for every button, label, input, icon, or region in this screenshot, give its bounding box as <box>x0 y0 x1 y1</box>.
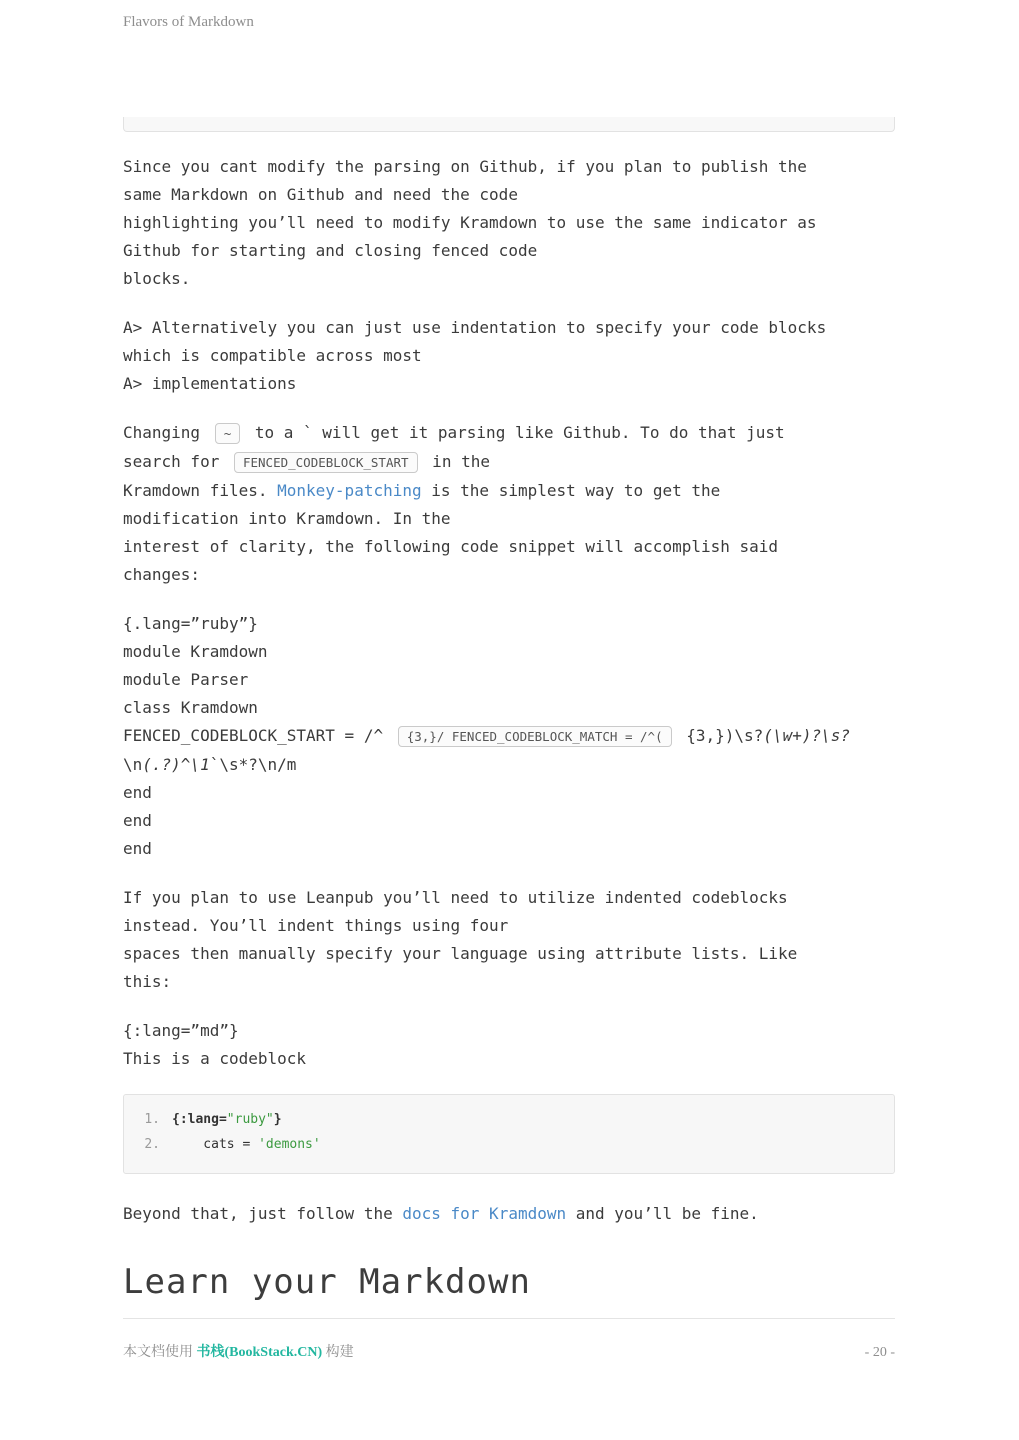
page-number: - 20 - <box>864 1345 895 1360</box>
code-block <box>123 1094 895 1174</box>
text-segment: changes: <box>123 565 201 584</box>
footer-attribution-prefix: 本文档使用 <box>123 1345 197 1360</box>
text-segment: in the <box>422 452 490 471</box>
code-string: "ruby" <box>226 1112 274 1127</box>
text-segment: {3,})\s? <box>676 726 764 745</box>
line-number: 1. <box>144 1112 160 1127</box>
text-segment: This is a codeblock <box>123 1049 307 1068</box>
text-link[interactable]: docs for Kramdown <box>402 1204 567 1223</box>
text-segment: end <box>123 839 152 858</box>
text-segment: FENCED_CODEBLOCK_START = /^ <box>123 726 393 745</box>
text-segment: class Kramdown <box>123 698 258 717</box>
text-segment: A> implementations <box>123 374 297 393</box>
paragraph <box>123 610 895 863</box>
text-segment: blocks. <box>123 269 191 288</box>
section-heading: Learn your Markdown <box>123 1262 531 1302</box>
text-segment: If you plan to use Leanpub you’ll need to utilize indented codeblocks <box>123 888 788 907</box>
text-segment: modification into Kramdown. In the <box>123 509 451 528</box>
text-segment: search for <box>123 452 229 471</box>
text-segment: same Markdown on Github and need the code <box>123 185 518 204</box>
line-number: 2. <box>144 1137 160 1152</box>
paragraph <box>123 314 895 398</box>
bookstack-brand-link[interactable]: 书栈(BookStack.CN) <box>196 1345 323 1360</box>
text-segment: to a ` will get it parsing like Github. To do that just <box>245 423 785 442</box>
italic-segment: (\w+)?\s? <box>763 726 850 745</box>
code-keyword: {:lang= <box>172 1112 227 1127</box>
article-body <box>123 153 895 1073</box>
paragraph <box>123 884 895 996</box>
partial-code-block <box>123 117 895 132</box>
text-segment: and you’ll be fine. <box>566 1204 759 1223</box>
footer-attribution-suffix: 构建 <box>322 1345 354 1360</box>
footer-attribution <box>123 1341 354 1361</box>
page-footer <box>123 1318 895 1361</box>
text-segment: is the simplest way to get the <box>421 481 721 500</box>
code-content <box>172 1132 321 1157</box>
text-segment: Github for starting and closing fenced code <box>123 241 538 260</box>
text-segment: interest of clarity, the following code snippet will accomplish said <box>123 537 779 556</box>
text-segment: {.lang=”ruby”} <box>123 614 258 633</box>
text-segment: end <box>123 783 152 802</box>
text-segment: Since you cant modify the parsing on Github, if you plan to publish the <box>123 157 807 176</box>
text-segment: Changing <box>123 423 210 442</box>
page-body <box>123 0 895 1361</box>
text-segment: highlighting you’ll need to modify Kramdown to use the same indicator as <box>123 213 817 232</box>
text-segment: instead. You’ll indent things using four <box>123 916 509 935</box>
paragraph <box>123 419 895 589</box>
text-segment: spaces then manually specify your language using attribute lists. Like <box>123 944 798 963</box>
inline-code-badge: {3,}/ FENCED_CODEBLOCK_MATCH = /^( <box>398 726 672 747</box>
text-segment: {:lang=”md”} <box>123 1021 239 1040</box>
inline-code-badge: ~ <box>215 423 241 444</box>
article-closing <box>123 1200 895 1228</box>
text-segment: Kramdown files. <box>123 481 278 500</box>
running-header-title: Flavors of Markdown <box>123 14 254 30</box>
italic-segment: (.?)^\1 <box>142 755 210 774</box>
text-segment: module Parser <box>123 670 249 689</box>
text-segment: `\s*?\n/m <box>209 755 297 774</box>
text-segment: Beyond that, just follow the <box>123 1204 403 1223</box>
code-keyword: } <box>273 1112 282 1127</box>
code-content <box>172 1107 282 1132</box>
inline-code-badge: FENCED_CODEBLOCK_START <box>234 452 418 473</box>
text-segment: module Kramdown <box>123 642 268 661</box>
paragraph <box>123 153 895 293</box>
text-segment: this: <box>123 972 172 991</box>
paragraph <box>123 1017 895 1073</box>
text-link[interactable]: Monkey-patching <box>277 481 422 500</box>
text-segment: \n <box>123 755 143 774</box>
paragraph <box>123 1200 895 1228</box>
text-segment: which is compatible across most <box>123 346 422 365</box>
code-line <box>124 1132 894 1157</box>
code-line <box>124 1107 894 1132</box>
text-segment: A> Alternatively you can just use indentation to specify your code blocks <box>123 318 827 337</box>
code-string: 'demons' <box>258 1137 321 1152</box>
text-segment: end <box>123 811 152 830</box>
code-text: cats = <box>172 1137 259 1152</box>
